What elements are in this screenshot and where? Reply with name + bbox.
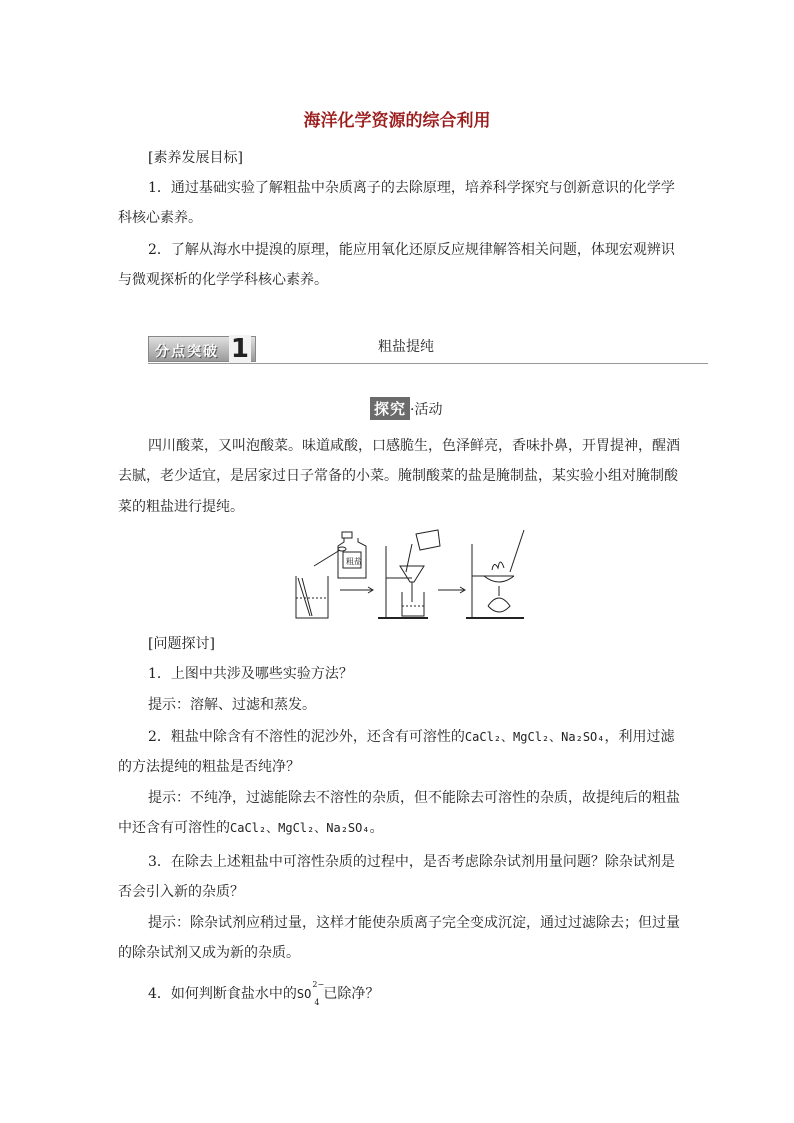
question-3-line-2: 否会引入新的杂质？ — [118, 884, 244, 900]
intro-line-2: 去腻，老少适宜，是居家过日子常备的小菜。腌制酸菜的盐是腌制盐，某实验小组对腌制酸 — [118, 468, 678, 484]
goal-item-1-line-2: 科核心素养。 — [118, 210, 202, 226]
question-4-prefix: 4．如何判断食盐水中的 — [148, 986, 297, 1002]
section-divider — [148, 363, 708, 364]
salt-bottle-icon — [338, 532, 366, 578]
answer-1: 提示：溶解、过滤和蒸发。 — [148, 697, 316, 713]
question-2-line-2: 的方法提纯的粗盐是否纯净？ — [118, 759, 300, 775]
section-badge — [148, 336, 256, 362]
section-title: 粗盐提纯 — [378, 339, 434, 355]
question-2-suffix: ，利用过滤 — [604, 729, 675, 745]
answer-2-prefix: 中还含有可溶性的 — [118, 820, 230, 836]
intro-line-3: 菜的粗盐进行提纯。 — [118, 499, 244, 515]
section-badge-number: 1 — [230, 334, 249, 364]
goals-header: [素养发展目标] — [148, 150, 243, 166]
answer-2-suffix: 。 — [369, 820, 384, 836]
question-4-ion: SO — [296, 987, 312, 1001]
question-4-ion-scripts — [311, 980, 325, 1007]
question-2-line-1 — [148, 727, 708, 747]
question-4-charge: 2− — [312, 980, 325, 989]
section-header — [148, 336, 708, 364]
filtration-setup-icon — [378, 530, 440, 618]
bottle-label: 粗盐 — [346, 557, 362, 566]
evaporation-setup-icon — [466, 530, 524, 618]
goal-item-1-line-1: 1．通过基础实验了解粗盐中杂质离子的去除原理，培养科学探究与创新意识的化学学 — [148, 180, 675, 196]
question-4 — [148, 980, 708, 1007]
goal-item-2-line-2: 与微观探析的化学学科核心素养。 — [118, 272, 328, 288]
explore-tag: 探究 — [370, 397, 410, 420]
question-2-chemicals: CaCl₂、MgCl₂、Na₂SO₄ — [464, 730, 605, 744]
question-4-suffix: 已除净？ — [323, 986, 380, 1002]
arrow-2-icon — [438, 587, 465, 593]
explore-subtitle: ·活动 — [410, 402, 443, 418]
answer-2-chemicals: CaCl₂、MgCl₂、Na₂SO₄ — [230, 821, 370, 835]
answer-2-line-2 — [118, 818, 678, 838]
question-1: 1．上图中共涉及哪些实验方法？ — [148, 666, 353, 682]
goal-item-2-line-1: 2．了解从海水中提溴的原理，能应用氧化还原反应规律解答相关问题，体现宏观辨识 — [148, 242, 675, 258]
page-title: 海洋化学资源的综合利用 — [303, 111, 491, 131]
explore-activity-heading — [370, 397, 442, 419]
question-3-line-1: 3．在除去上述粗盐中可溶性杂质的过程中，是否考虑除杂试剂用量问题？除杂试剂是 — [148, 854, 675, 870]
answer-3-line-2: 的除杂试剂又成为新的杂质。 — [118, 945, 300, 961]
arrow-1-icon — [340, 587, 373, 593]
question-2-prefix: 2．粗盐中除含有不溶性的泥沙外，还含有可溶性的 — [148, 729, 465, 745]
answer-3-line-1: 提示：除杂试剂应稍过量，这样才能使杂质离子完全变成沉淀，通过过滤除去；但过量 — [148, 915, 680, 931]
experiment-figure — [288, 526, 528, 622]
intro-line-1: 四川酸菜，又叫泡酸菜。味道咸酸，口感脆生，色泽鲜亮，香味扑鼻，开胃提神，醒酒 — [148, 438, 680, 454]
questions-header: [问题探讨] — [148, 636, 215, 652]
question-4-subscript: 4 — [314, 998, 320, 1007]
answer-2-line-1: 提示：不纯净，过滤能除去不溶性的杂质，但不能除去可溶性的杂质，故提纯后的粗盐 — [148, 790, 680, 806]
section-badge-label: 分点突破 — [155, 344, 219, 360]
